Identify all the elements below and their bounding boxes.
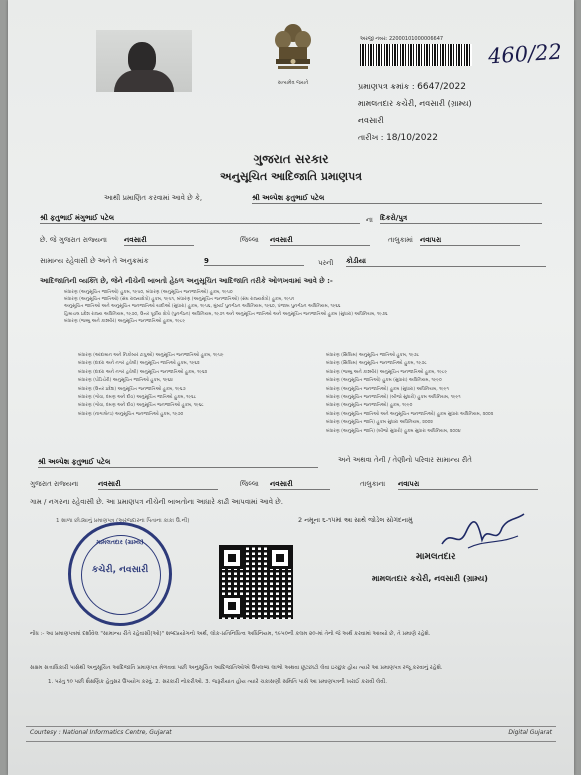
- taluka-label: તાલુકામાં: [388, 236, 413, 244]
- order-line: બંધારણ (આંદામાન અને નિકોબાર ટાપુઓ) અનુસૂચિત જનજાતિઓ હુકમ, ૧૯૫૯: [78, 353, 224, 358]
- residence-taluka: નવાપરા: [398, 480, 538, 490]
- certificate-no: 6647/2022: [417, 82, 466, 92]
- seal-top-text: મામલતદાર (ગ્રામ્ય): [96, 539, 144, 546]
- community-line: આદિજાતિની વ્યક્તિ છે, જેને નીચેની બાબતો હેઠળ અનુસૂચિત આદિજાતિ તરીકે ઓળખવામાં આવે છે :-: [40, 277, 333, 285]
- resident-name: શ્રી અલ્પેશ ફતુભાઈ પટેલ: [38, 458, 318, 468]
- barcode: [360, 44, 472, 66]
- order-line: બંધારણ (અનુસૂચિત જાતિ) હુકમ સુધારા અધિનિયમ, ૨૦૦૨: [326, 420, 433, 426]
- footer: [26, 726, 556, 742]
- certificate-no-label: પ્રમાણપત્ર ક્રમાંક :: [358, 82, 415, 91]
- seal-middle-text: કચેરી, નવસારી: [91, 565, 149, 575]
- caste: કોડીયા: [346, 257, 546, 267]
- intro-text: આથી પ્રમાણિત કરવામાં આવે છે કે,: [104, 194, 203, 202]
- issuing-place: નવસારી: [358, 116, 384, 125]
- village: નવસારી: [124, 236, 194, 246]
- orders-left-column: [78, 352, 298, 419]
- order-line: બંધારણ (નાગાલેન્ડ) અનુસૂચિત જનજાતિઓ હુકમ, ૧૯૭૦: [78, 411, 184, 417]
- order-line: બંધારણ (અનુસૂચિત જાતિ) (બીજો સુધારો) હુકમ સુધારા અધિનિયમ, ૨૦૦૪: [326, 428, 461, 434]
- relation-label: ના: [366, 216, 373, 224]
- footer-credit: Courtesy : National Informatics Centre, Gujarat: [30, 729, 172, 736]
- taluka: નવાપરા: [420, 236, 520, 246]
- applicant-name: શ્રી અલ્પેશ ફતુભાઈ પટેલ: [252, 194, 542, 204]
- residence-district: નવસારી: [270, 480, 330, 490]
- district: નવસારી: [270, 236, 370, 246]
- basis-item-1: 1 શાળા છોડ્યાનું પ્રમાણપત્ર (અરજદારના પિતાના કાકા ઉ.ની): [56, 518, 190, 524]
- order-line: બંધારણ (અનુસૂચિત જાતિઓ) હુકમ, ૧૯૫૦, બંધારણ (અનુસૂચિત જનજાતિઓ) હુકમ, ૧૯૫૦: [64, 290, 233, 295]
- order-line: બંધારણ (અનુસૂચિત જનજાતિઓ) હુકમ, ૧૯૯૦: [326, 403, 413, 409]
- orders-intro: [64, 289, 534, 325]
- serial-number: 9: [204, 257, 304, 266]
- order-line: બંધારણ (સિક્કિમ) અનુસૂચિત જનજાતિઓ હુકમ, ૧૯૭૮: [326, 361, 427, 367]
- date-label: તારીખ :: [358, 133, 384, 142]
- order-line: બંધારણ (દાદરા અને નગર હવેલી) અનુસૂચિત જનજાતિઓ હુકમ, ૧૯૬૨: [78, 369, 208, 375]
- parent-name: શ્રી ફતુભાઈ મંગુભાઈ પટેલ: [40, 214, 360, 224]
- note-3: 1. પરંતુ ૧૦ પછી શૈક્ષણિક હેતુસર ઉપયોગ કરવું. 2. સરકારી નોકરીઓ. 3. જરૂરીયાત હોય ત્યારે ચકાસણી સમિતિ પાસે આ પ્રમાણપત્રની ખરાઈ કરાવી લેવી.: [48, 679, 387, 685]
- certificate-title: અનુસૂચિત આદિજાતિ પ્રમાણપત્ર: [219, 170, 363, 183]
- order-line: બંધારણ (અનુસૂચિત જનજાતિઓ) (બીજો સુધારો) હુકમ અધિનિયમ, ૧૯૯૧: [326, 395, 461, 401]
- national-emblem-icon: [270, 20, 316, 80]
- order-line: બંધારણ (જમ્મુ અને કાશ્મીર) અનુસૂચિત જનજાતિઓ હુકમ, ૧૯૮૯: [326, 369, 448, 375]
- district-label: જિલ્લા: [240, 236, 259, 244]
- residence-village: નવસારી: [98, 480, 218, 490]
- residence-state-label: ગુજરાત રાજ્યના: [30, 480, 79, 488]
- order-line: બંધારણ (અનુસૂચિત જાતિઓ અને અનુસૂચિત જનજાતિઓ) હુકમ સુધારા અધિનિયમ, ૨૦૦૨: [326, 411, 494, 417]
- certificate-page: [8, 0, 574, 775]
- order-line: બંધારણ (જમ્મુ અને કાશ્મીર) અનુસૂચિત જનજાતિઓ હુકમ, ૧૯૮૯: [64, 318, 186, 324]
- order-line: બંધારણ (પોંડિચેરી) અનુસૂચિત જાતિઓ હુકમ, ૧૯૬૪: [78, 378, 173, 384]
- note-2: સક્ષમ સત્તાધિકારી પાસેથી અનુસૂચિત આદિજાતિ પ્રમાણપત્ર મેળવવા પછી અનુસૂચિત આદિજાતિઓએ ઉપલબ્ધ લાભો અથવા છૂટછાટો લેવા ઇચ્છુક હોય ત્યારે આ પ્રમાણપત્ર રજૂ કરવાનું રહેશે.: [30, 665, 443, 671]
- order-line: બંધારણ (અનુસૂચિત જાતિઓ) (સંઘ રાજ્યક્ષેત્રો) હુકમ, ૧૯૫૧, બંધારણ (અનુસૂચિત જનજાતિઓ) (સંઘ રાજ્યક્ષેત્રો) હુકમ, ૧૯૫૧: [64, 297, 295, 303]
- issuing-office: મામલતદાર કચેરી, નવસારી (ગ્રામ્ય): [358, 99, 472, 108]
- state-label: છે. જે ગુજરાત રાજ્યના: [40, 236, 107, 244]
- issue-date: 18/10/2022: [386, 133, 438, 143]
- order-line: બંધારણ (ઉત્તર પ્રદેશ) અનુસૂચિત જનજાતિઓ હુકમ, ૧૯૬૭: [78, 386, 186, 392]
- qr-code: [219, 545, 293, 619]
- relation: દિકરો/પુત્ર: [380, 214, 542, 224]
- official-seal: [68, 522, 172, 626]
- government-title: ગુજરાત સરકાર: [253, 152, 329, 166]
- orders-right-column: [326, 352, 556, 436]
- family-text: અને અથવા તેની / તેણીનો પરિવાર સામાન્ય રીતે: [338, 456, 472, 464]
- caste-label: પરની: [318, 259, 334, 267]
- order-line: બંધારણ (ગોવા, દમણ અને દીવ) અનુસૂચિત જનજાતિઓ હુકમ, ૧૯૬૮: [78, 403, 204, 409]
- application-number: અરજી નંબર: 22000101000006647: [360, 36, 444, 42]
- handwritten-number: 460/22: [487, 39, 563, 69]
- footer-brand: Digital Gujarat: [508, 729, 552, 736]
- residence-district-label: જિલ્લા: [240, 480, 259, 488]
- signatory-title: મામલતદાર: [416, 552, 456, 562]
- serial-label: સામાન્ય રહેવાસી છે અને તે અનુક્રમાંક: [40, 257, 149, 265]
- emblem-caption: સત્યમેવ જયતે: [277, 80, 309, 86]
- order-line: હિમાચલ પ્રદેશ રાજ્ય અધિનિયમ, ૧૯૭૦, ઉત્તર પૂર્વીય ક્ષેત્રો (પુનર્ગઠન) અધિનિયમ, ૧૯૭૧ અને અનુસૂચિત જાતિઓ અને અનુસૂચિત જનજાતિઓ હુકમ (સુધારા) અધિનિયમ, ૧૯૭૬: [64, 311, 388, 317]
- applicant-photo: [96, 30, 192, 92]
- order-line: બંધારણ (સિક્કિમ) અનુસૂચિત જાતિઓ હુકમ, ૧૯૭૮: [326, 353, 420, 358]
- basis-item-2: 2 નમૂના ૬-૧૫માં આ સાથે જોડેલ સોગંદનામું: [298, 516, 413, 524]
- basis-line: ગામ / નગરના રહેવાસી છે. આ પ્રમાણપત્ર નીચેની બાબતોના આધારે કાઢી આપવામાં આવે છે.: [30, 498, 283, 506]
- order-line: બંધારણ (અનુસૂચિત જાતિઓ) હુકમ (સુધારા) અધિનિયમ, ૧૯૯૦: [326, 378, 442, 384]
- order-line: બંધારણ (દાદરા અને નગર હવેલી) અનુસૂચિત જાતિઓ હુકમ, ૧૯૬૨: [78, 361, 200, 367]
- signatory-office: મામલતદાર કચેરી, નવસારી (ગ્રામ્ય): [372, 574, 488, 583]
- order-line: બંધારણ (અનુસૂચિત જનજાતિઓ) હુકમ (સુધારા) અધિનિયમ, ૧૯૯૧: [326, 386, 449, 392]
- residence-taluka-label: તાલુકાના: [360, 480, 386, 488]
- note-1: નોંધ :- આ પ્રમાણપત્રમાં દર્શાવેલ "સામાન્ય રીતે રહેવાસી(ઓ)" શબ્દપ્રયોગનો અર્થ, લોક-પ્રતિનિધિત્વ અધિનિયમ, ૧૯૫૦ની કલમ ૨૦-માં તેનો જે અર્થ કરવામાં આવ્યો છે, તે પ્રમાણે રહેશે.: [30, 631, 431, 637]
- order-line: બંધારણ (ગોવા, દમણ અને દીવ) અનુસૂચિત જાતિઓ હુકમ, ૧૯૬૮: [78, 395, 197, 401]
- order-line: અનુસૂચિત જાતિઓ અને અનુસૂચિત જનજાતિઓ યાદીઓ (સુધારા) હુકમ, ૧૯૫૬, મુંબઈ પુનર્ગઠન અધિનિયમ, ૧૯૬૦, પંજાબ પુનર્ગઠન અધિનિયમ, ૧૯૬૬: [64, 304, 341, 310]
